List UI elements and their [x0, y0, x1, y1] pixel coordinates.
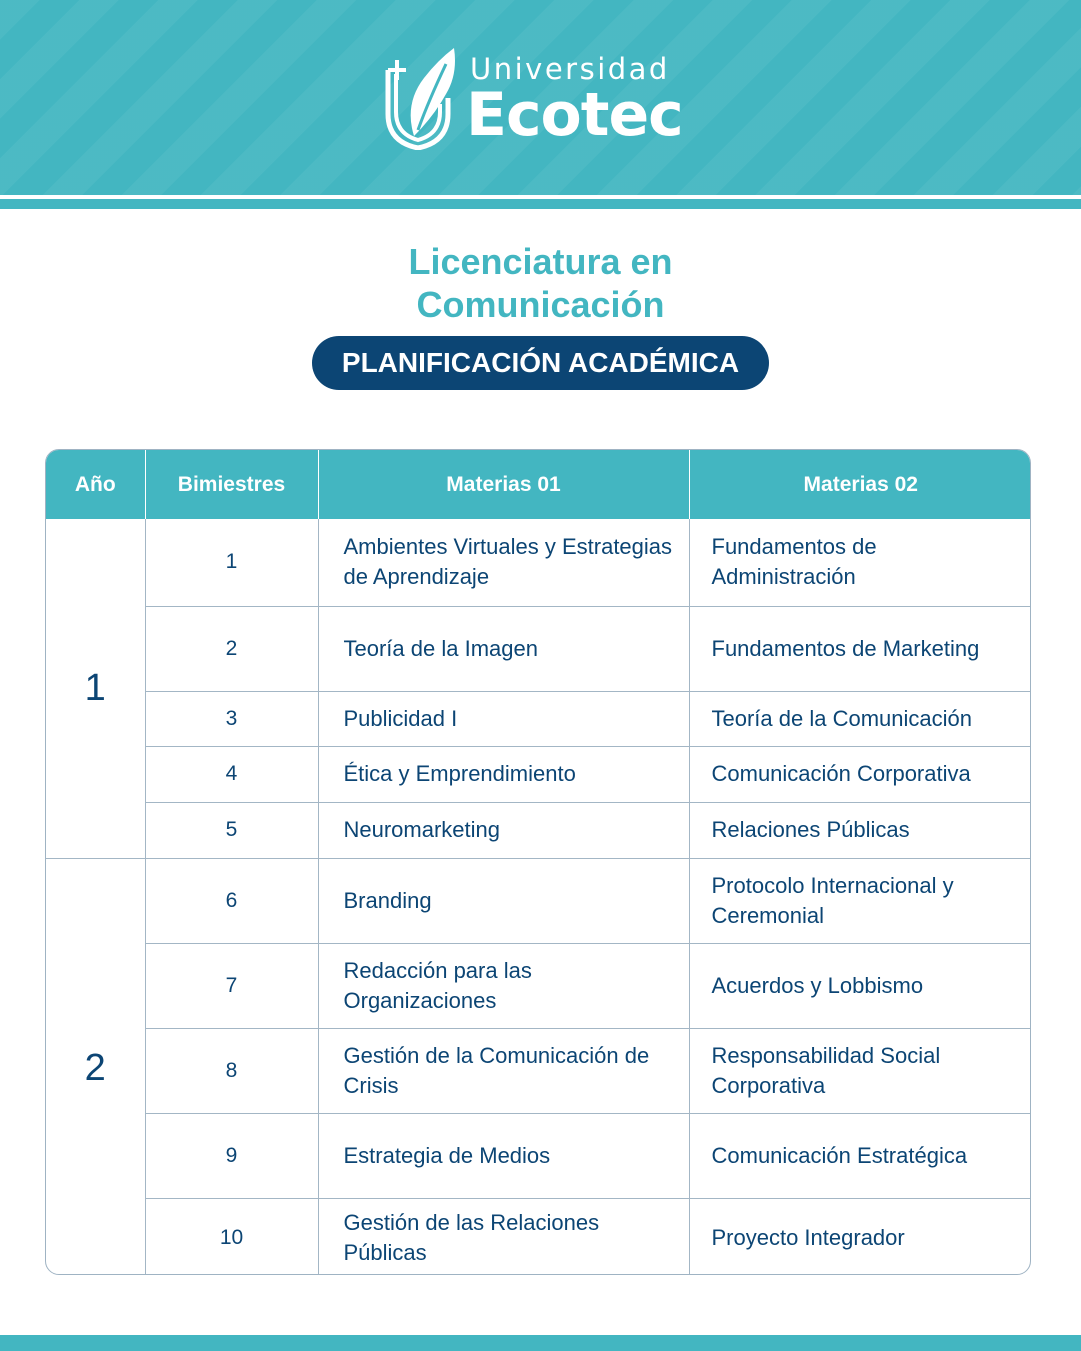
subject-01-cell: Branding: [318, 858, 689, 943]
table-row: [46, 1113, 1031, 1198]
table-row: [46, 606, 1031, 691]
year-cell: 2: [46, 858, 145, 1275]
header-banner: [0, 0, 1081, 195]
header-bimesters: Bimiestres: [145, 450, 318, 519]
program-title-line1: Licenciatura en: [408, 241, 673, 282]
subject-01-cell: Estrategia de Medios: [318, 1113, 689, 1198]
logo-wordmark-main: Ecotec: [466, 80, 683, 150]
subject-01-cell: Redacción para las Organizaciones: [318, 943, 689, 1028]
bimester-cell: 2: [145, 606, 318, 691]
subject-02-cell: Responsabilidad Social Corporativa: [689, 1028, 1031, 1113]
bimester-cell: 7: [145, 943, 318, 1028]
header-year: Año: [46, 450, 145, 519]
bimester-cell: 10: [145, 1198, 318, 1275]
subject-01-cell: Ambientes Virtuales y Estrategias de Aprendizaje: [318, 519, 689, 606]
subject-02-cell: Comunicación Corporativa: [689, 746, 1031, 802]
table-row: [46, 1028, 1031, 1113]
subject-02-cell: Acuerdos y Lobbismo: [689, 943, 1031, 1028]
header-subjects-01: Materias 01: [318, 450, 689, 519]
program-title: [0, 240, 1081, 326]
curriculum-table: [45, 449, 1031, 1275]
subject-01-cell: Gestión de la Comunicación de Crisis: [318, 1028, 689, 1113]
subject-01-cell: Publicidad I: [318, 691, 689, 746]
program-title-line2: Comunicación: [416, 284, 665, 325]
subject-01-cell: Neuromarketing: [318, 802, 689, 858]
subject-02-cell: Teoría de la Comunicación: [689, 691, 1031, 746]
footer-stripe: [0, 1335, 1081, 1351]
table-row: [46, 943, 1031, 1028]
subject-01-cell: Ética y Emprendimiento: [318, 746, 689, 802]
table-row: [46, 746, 1031, 802]
bimester-cell: 6: [145, 858, 318, 943]
subject-02-cell: Fundamentos de Administración: [689, 519, 1031, 606]
bimester-cell: 8: [145, 1028, 318, 1113]
subject-01-cell: Teoría de la Imagen: [318, 606, 689, 691]
logo-wordmark-top: Universidad: [470, 52, 670, 86]
academic-planning-badge: PLANIFICACIÓN ACADÉMICA: [312, 336, 769, 390]
table-header-row: [46, 450, 1031, 519]
table-row: [46, 691, 1031, 746]
table-row: [46, 858, 1031, 943]
subject-02-cell: Comunicación Estratégica: [689, 1113, 1031, 1198]
bimester-cell: 9: [145, 1113, 318, 1198]
subject-01-cell: Gestión de las Relaciones Públicas: [318, 1198, 689, 1275]
year-cell: 1: [46, 519, 145, 858]
header-divider: [0, 199, 1081, 209]
subject-02-cell: Proyecto Integrador: [711, 1225, 905, 1251]
bimester-cell: 5: [145, 802, 318, 858]
table-row: [46, 802, 1031, 858]
subject-02-cell: Fundamentos de Marketing: [689, 606, 1031, 691]
subject-02-cell: Protocolo Internacional y Ceremonial: [689, 858, 1031, 943]
subject-02-cell: Relaciones Públicas: [689, 802, 1031, 858]
ecotec-shield-icon: [384, 44, 462, 150]
bimester-cell: 4: [145, 746, 318, 802]
table-row: [46, 519, 1031, 606]
university-logo: [384, 44, 704, 154]
header-subjects-02: Materias 02: [689, 450, 1031, 519]
bimester-cell: 1: [145, 519, 318, 606]
bimester-cell: 3: [145, 691, 318, 746]
table-row: [46, 1198, 1031, 1275]
